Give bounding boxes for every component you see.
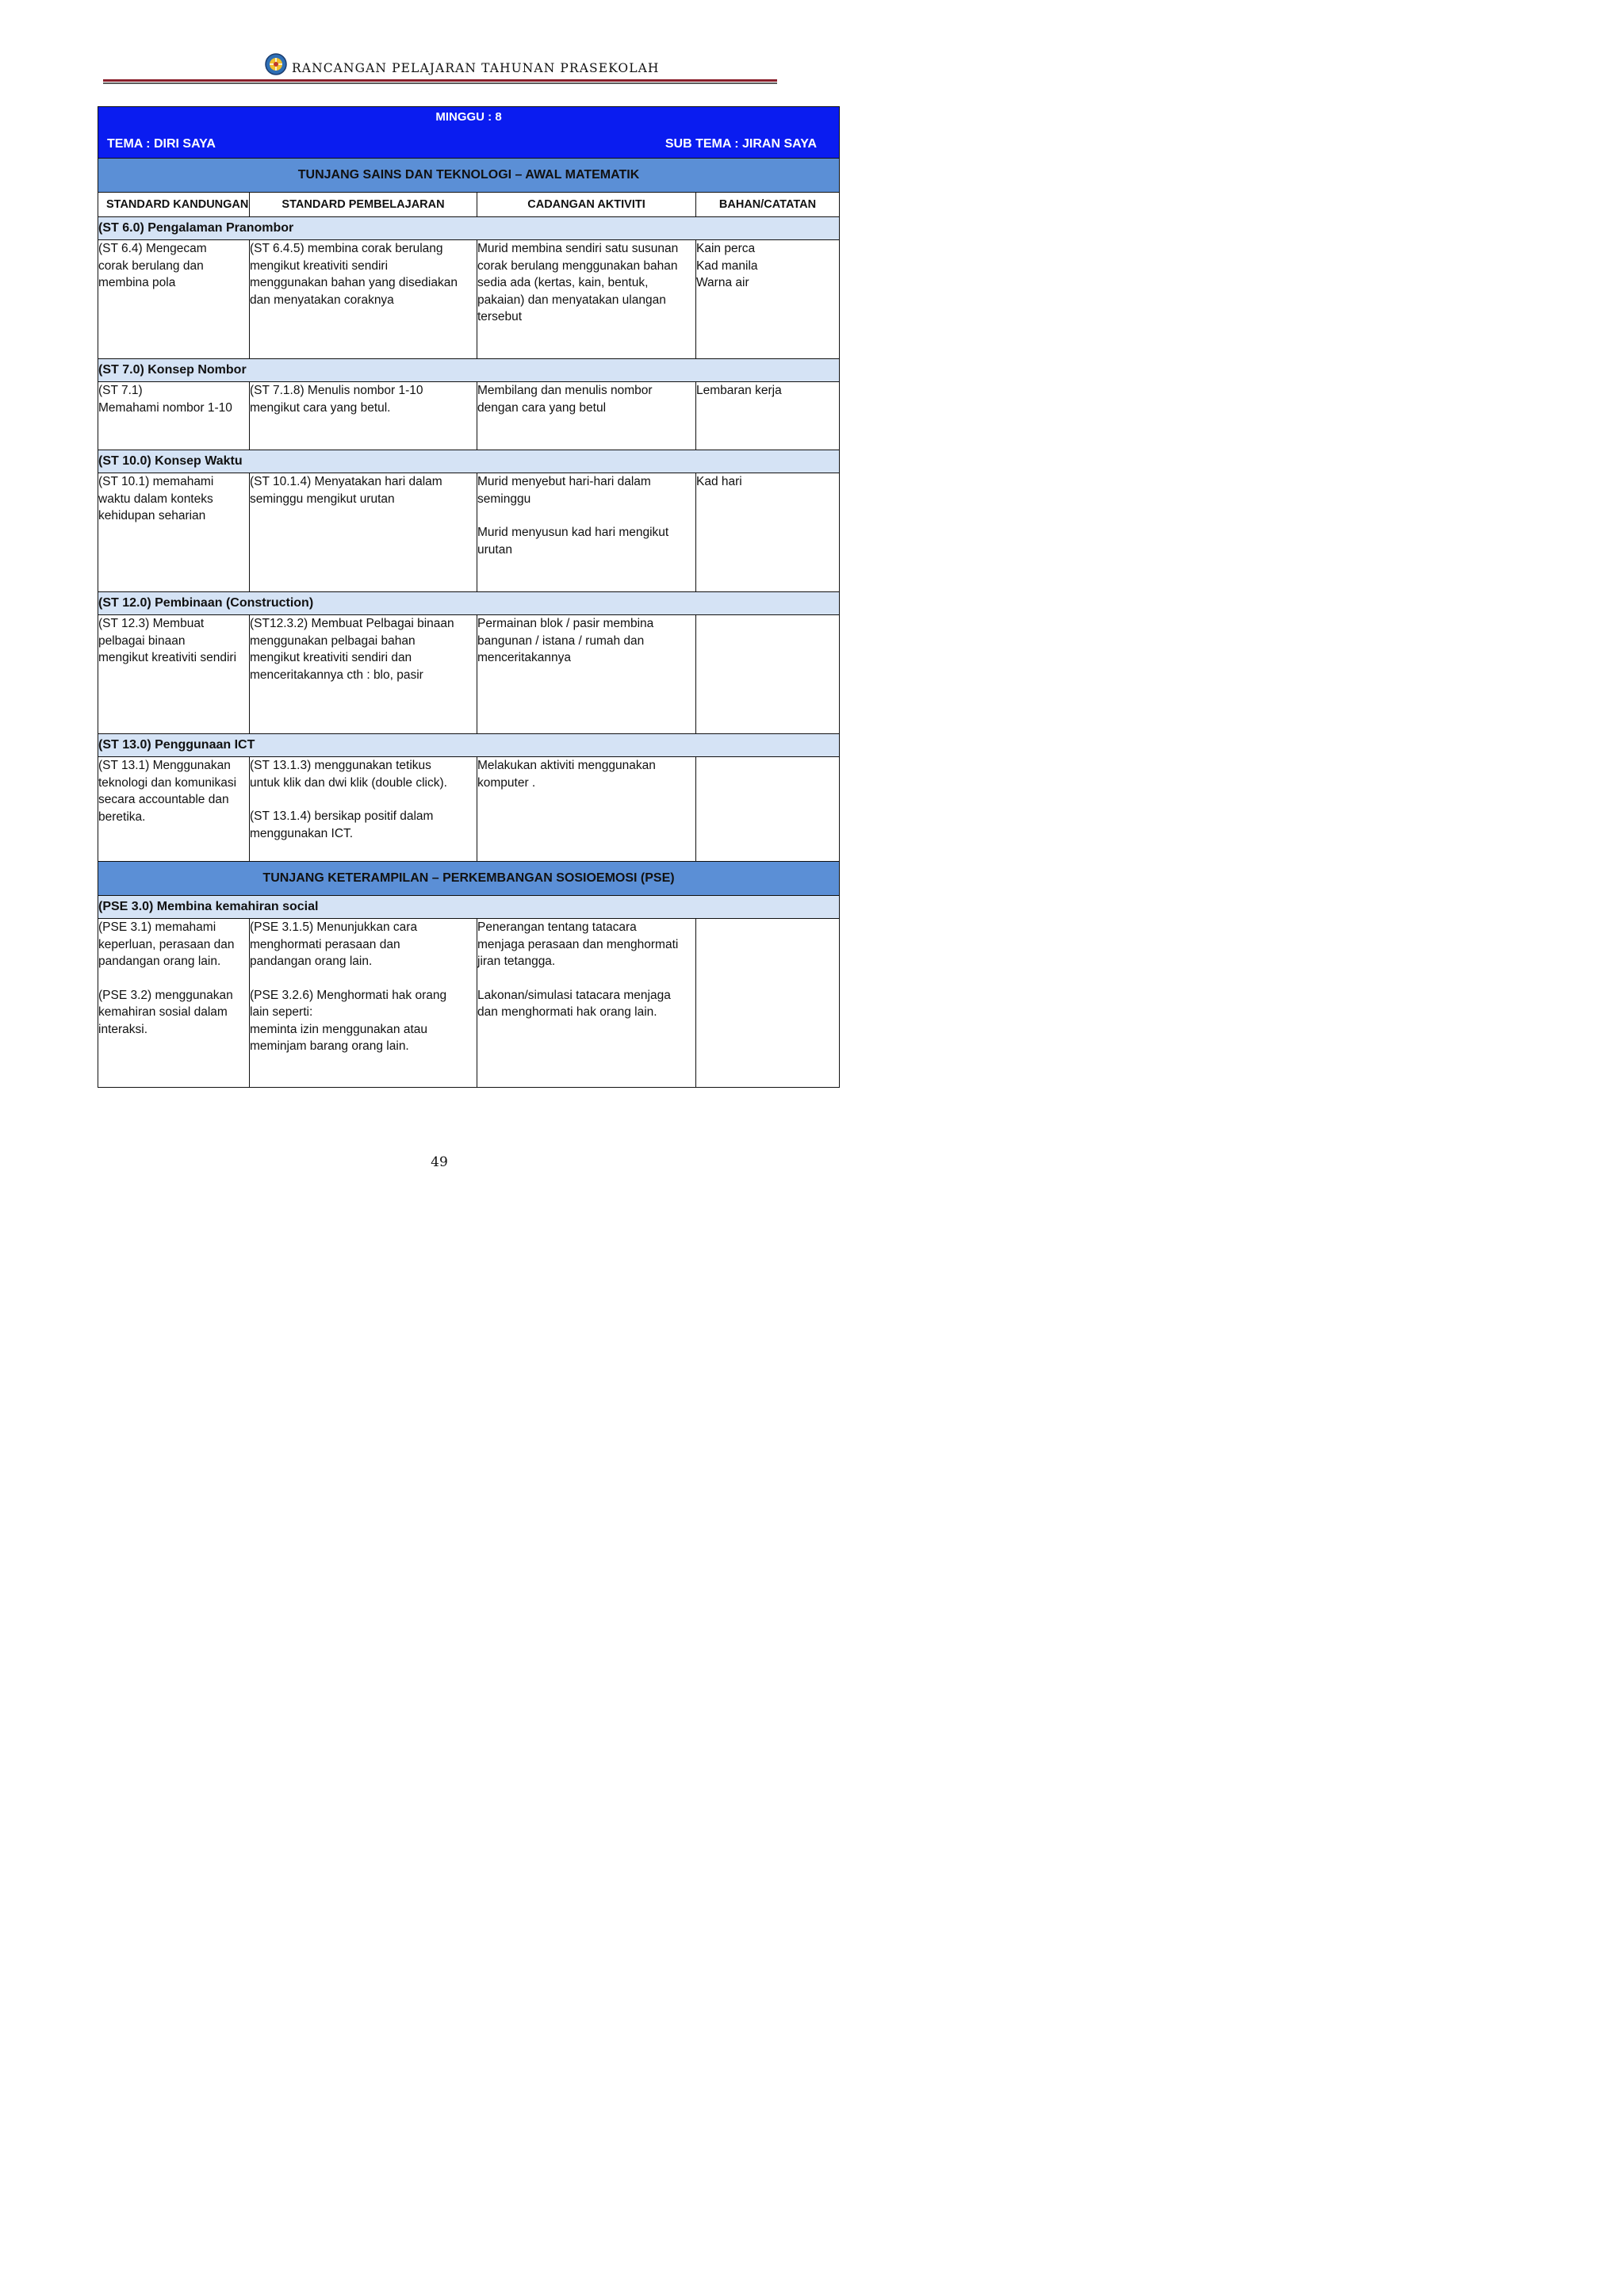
table-row xyxy=(98,473,840,592)
aktiviti-cell-secondary: Murid menyusun kad hari mengikut urutan xyxy=(477,526,669,557)
table-row xyxy=(98,240,840,359)
week-row xyxy=(98,107,840,159)
section-title: (ST 7.0) Konsep Nombor xyxy=(98,359,840,382)
column-header-kandungan: STANDARD KANDUNGAN xyxy=(98,193,250,217)
page-number: 49 xyxy=(431,1154,448,1170)
section-title: (ST 10.0) Konsep Waktu xyxy=(98,450,840,473)
pembelajaran-cell: (ST 10.1.4) Menyatakan hari dalam seminggu mengikut urutan xyxy=(250,475,442,506)
aktiviti-cell: Penerangan tentang tatacara menjaga perasaan dan menghormati jiran tetangga. xyxy=(477,920,679,968)
aktiviti-cell: Permainan blok / pasir membina bangunan / istana / rumah dan menceritakannya xyxy=(477,617,654,664)
ministry-emblem-icon xyxy=(264,52,288,76)
kandungan-cell: (PSE 3.1) memahami keperluan, perasaan dan pandangan orang lain. xyxy=(98,920,235,968)
pembelajaran-cell: (ST 13.1.3) menggunakan tetikus untuk klik dan dwi klik (double click). xyxy=(250,759,447,790)
section-row xyxy=(98,217,840,240)
tema-label: TEMA : DIRI SAYA xyxy=(107,137,216,151)
kandungan-cell: (ST 13.1) Menggunakan teknologi dan komunikasi secara accountable dan beretika. xyxy=(98,759,237,824)
section-title: (ST 13.0) Penggunaan ICT xyxy=(98,734,840,757)
aktiviti-cell: Melakukan aktiviti menggunakan komputer . xyxy=(477,759,656,790)
kandungan-cell-secondary: (PSE 3.2) menggunakan kemahiran sosial dalam interaksi. xyxy=(98,988,233,1036)
column-header-row xyxy=(98,193,840,217)
header-rule-secondary xyxy=(103,82,777,84)
pembelajaran-cell: (PSE 3.1.5) Menunjukkan cara menghormati perasaan dan pandangan orang lain. xyxy=(250,920,418,968)
bahan-cell: Kain perca Kad manila Warna air xyxy=(696,242,758,289)
aktiviti-cell: Membilang dan menulis nombor dengan cara yang betul xyxy=(477,384,653,415)
kandungan-cell: (ST 12.3) Membuat pelbagai binaan mengikut kreativiti sendiri xyxy=(98,617,237,664)
kandungan-cell: (ST 6.4) Mengecam corak berulang dan membina pola xyxy=(98,242,207,289)
pillar-title: TUNJANG KETERAMPILAN – PERKEMBANGAN SOSIOEMOSI (PSE) xyxy=(98,862,840,896)
page-header xyxy=(103,49,777,86)
week-cell xyxy=(98,107,840,159)
column-header-aktiviti: CADANGAN AKTIVITI xyxy=(477,193,696,217)
aktiviti-cell: Murid membina sendiri satu susunan corak berulang menggunakan bahan sedia ada (kertas, kain, bentuk, pakaian) dan menyatakan ulangan tersebut xyxy=(477,242,679,323)
table-row xyxy=(98,919,840,1088)
column-header-bahan: BAHAN/CATATAN xyxy=(696,193,840,217)
week-label: MINGGU : 8 xyxy=(435,110,502,124)
column-header-pembelajaran: STANDARD PEMBELAJARAN xyxy=(250,193,477,217)
section-row xyxy=(98,734,840,757)
section-title: (PSE 3.0) Membina kemahiran social xyxy=(98,896,840,919)
pembelajaran-cell-secondary: (PSE 3.2.6) Menghormati hak orang lain seperti: meminta izin menggunakan atau meminjam barang orang lain. xyxy=(250,988,447,1053)
kandungan-cell: (ST 7.1) Memahami nombor 1-10 xyxy=(98,384,232,415)
pillar-row xyxy=(98,862,840,896)
pembelajaran-cell: (ST 7.1.8) Menulis nombor 1-10 mengikut cara yang betul. xyxy=(250,384,423,415)
document-title: RANCANGAN PELAJARAN TAHUNAN PRASEKOLAH xyxy=(292,61,660,75)
bahan-cell: Lembaran kerja xyxy=(696,384,782,397)
section-title: (ST 6.0) Pengalaman Pranombor xyxy=(98,217,840,240)
section-title: (ST 12.0) Pembinaan (Construction) xyxy=(98,592,840,615)
pembelajaran-cell: (ST12.3.2) Membuat Pelbagai binaan menggunakan pelbagai bahan mengikut kreativiti sendiri dan menceritakannya cth : blo, pasir xyxy=(250,617,454,682)
table-row xyxy=(98,382,840,450)
lesson-plan-table xyxy=(98,106,840,1088)
section-row xyxy=(98,450,840,473)
section-row xyxy=(98,592,840,615)
pembelajaran-cell: (ST 6.4.5) membina corak berulang mengikut kreativiti sendiri menggunakan bahan yang disediakan dan menyatakan coraknya xyxy=(250,242,458,307)
pillar-title: TUNJANG SAINS DAN TEKNOLOGI – AWAL MATEMATIK xyxy=(98,159,840,193)
table-row xyxy=(98,757,840,862)
bahan-cell: Kad hari xyxy=(696,475,742,488)
sub-tema-label: SUB TEMA : JIRAN SAYA xyxy=(665,137,817,151)
pillar-row xyxy=(98,159,840,193)
aktiviti-cell: Murid menyebut hari-hari dalam seminggu xyxy=(477,475,651,506)
kandungan-cell: (ST 10.1) memahami waktu dalam konteks kehidupan seharian xyxy=(98,475,214,522)
section-row xyxy=(98,359,840,382)
section-row xyxy=(98,896,840,919)
aktiviti-cell-secondary: Lakonan/simulasi tatacara menjaga dan menghormati hak orang lain. xyxy=(477,988,671,1019)
pembelajaran-cell-secondary: (ST 13.1.4) bersikap positif dalam menggunakan ICT. xyxy=(250,809,434,840)
header-rule xyxy=(103,79,777,82)
table-row xyxy=(98,615,840,734)
